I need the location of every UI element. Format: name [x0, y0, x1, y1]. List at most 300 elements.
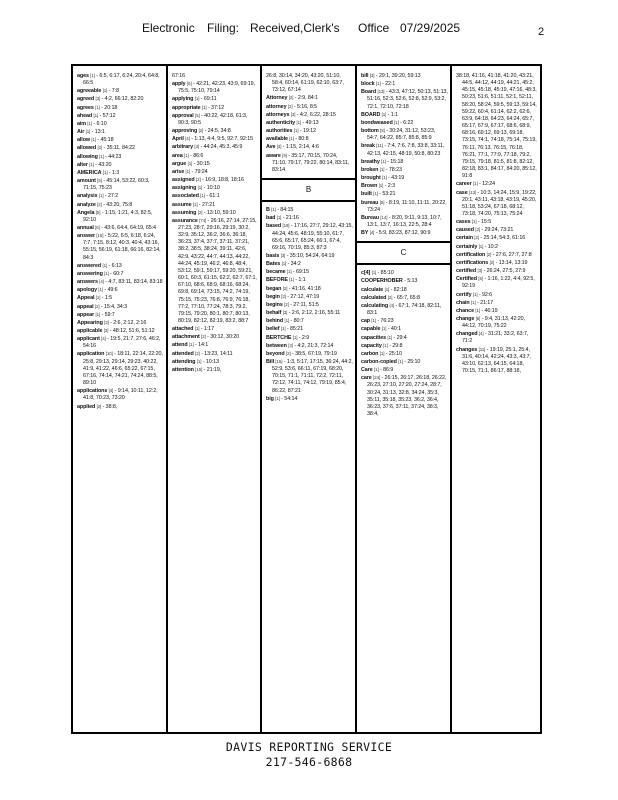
index-references: - 35:10, 54:24, 64:19 — [286, 252, 335, 259]
index-references: - 37:12 — [207, 104, 225, 111]
index-count: [16] — [96, 233, 104, 239]
index-word: Care — [361, 367, 373, 374]
index-word: alter — [77, 161, 88, 168]
index-count: [4] — [369, 230, 375, 236]
index-word: began — [266, 285, 282, 292]
index-entry — [266, 334, 353, 342]
index-word: answered — [77, 262, 102, 269]
index-word: attached — [172, 326, 194, 333]
index-entry — [172, 184, 258, 192]
index-references: 67:16 — [172, 73, 185, 79]
index-entry — [361, 358, 448, 366]
index-entry — [172, 176, 258, 184]
index-word: capacity — [361, 342, 382, 349]
index-entry — [456, 234, 538, 242]
index-references: - 57:12 — [99, 112, 116, 119]
index-count: [2] — [288, 95, 294, 101]
index-entry — [172, 112, 258, 127]
index-count: [3] — [95, 96, 101, 102]
index-word: Bill — [266, 359, 274, 365]
index-entry — [266, 309, 353, 317]
index-references: - 18:11, 22:14, 22:20, 25:8, 29:13, 29:14, 29:23, 40:22, 41:9, 41:22, 46:6, 65:22, 67:15, 67:16, 74:14, 74:21, 74:24, 88:5, 89:10 — [83, 351, 163, 387]
index-count: [11] — [376, 143, 383, 149]
index-entry — [361, 366, 448, 374]
header-electronic: Electronic — [142, 21, 195, 35]
index-count: [2] — [96, 403, 102, 409]
index-word: arbitrary — [172, 144, 193, 151]
index-entry — [266, 317, 353, 325]
index-entry — [266, 342, 353, 350]
index-references: - 27:2 — [104, 193, 119, 200]
index-count: [4] — [478, 331, 484, 337]
index-entry — [77, 128, 164, 136]
index-references: - 79:24 — [191, 168, 208, 175]
index-word: cases — [456, 219, 471, 226]
index-references: - 4:2, 21:3, 72:14 — [294, 342, 334, 349]
index-count: [1] — [194, 96, 200, 102]
index-entry — [361, 334, 448, 342]
index-count: [1] — [90, 73, 95, 78]
index-count: [5] — [379, 199, 385, 205]
index-references: - 30:24, 31:12, 53:23, 54:7, 64:22, 85:7, 85:8, 85:9 — [367, 128, 436, 142]
footer-company: DAVIS REPORTING SERVICE — [225, 740, 393, 754]
index-count: [1] — [102, 262, 108, 268]
index-count: [2] — [474, 235, 479, 241]
index-word: case — [456, 189, 468, 196]
index-entry — [361, 325, 448, 333]
index-references: - 31:21, 33:2, 63:7, 71:2 — [462, 331, 529, 345]
index-word: carbon-copied — [361, 359, 397, 365]
index-count: [1] — [478, 243, 484, 249]
index-word: analyze — [77, 201, 96, 208]
index-count: [5] — [95, 209, 101, 215]
index-references: - 10:3, 14:24, 15:9, 19:22, 20:1, 43:11, 43:18, 43:19, 45:20, 51:18, 53:24, 67:18, 68:12, 73:18, 74:20, 75:13, 75:24 — [462, 189, 537, 217]
index-count: [1] — [184, 152, 189, 158]
index-word: argue — [172, 160, 187, 167]
index-entry — [172, 80, 258, 95]
index-entry — [77, 286, 164, 294]
index-entry — [172, 350, 258, 358]
index-entry — [456, 226, 538, 234]
index-count: [24] — [373, 375, 381, 381]
index-count: [3] — [282, 310, 288, 316]
index-word: certification — [456, 251, 486, 258]
index-entry — [361, 142, 448, 157]
index-entry — [361, 166, 448, 174]
index-word: assume — [172, 201, 192, 208]
index-entry — [361, 111, 448, 119]
index-entry — [456, 251, 538, 259]
index-references: - 7:8 — [108, 88, 119, 95]
index-entry — [361, 72, 448, 80]
index-count: [1] — [472, 291, 478, 297]
index-entry — [266, 276, 353, 284]
index-entry — [77, 294, 164, 302]
index-entry — [456, 307, 538, 315]
header-date: 07/29/2025 — [400, 21, 461, 35]
index-count: [9] — [282, 152, 287, 158]
index-entry — [456, 267, 538, 275]
index-count: [74] — [199, 217, 207, 223]
index-entry — [77, 192, 164, 200]
index-references: - 41:16, 41:18 — [288, 285, 321, 292]
index-entry — [361, 342, 448, 350]
index-references: - 9:4, 31:13, 42:20, 44:12, 70:19, 75:22 — [462, 316, 525, 330]
index-references: - 67:1, 74:18, 82:11, 83:1 — [367, 302, 442, 317]
index-entry — [266, 135, 353, 143]
index-entry — [456, 72, 538, 180]
index-count: [3] — [104, 319, 109, 325]
index-count: [1] — [104, 270, 109, 276]
index-entry — [456, 330, 538, 345]
index-count: [2] — [387, 294, 393, 300]
index-count: [13] — [469, 189, 476, 195]
index-word: became — [266, 269, 286, 276]
index-references: - 43:3, 47:12, 50:13, 51:13, 51:16, 52:3, 52:6, 52:8, 52:9, 53:2, 72:1, 72:10, 72:18 — [367, 89, 448, 110]
index-entry — [266, 395, 353, 403]
index-references: - 2:9 — [298, 334, 310, 341]
index-word: answer — [77, 233, 95, 240]
index-column-2 — [168, 66, 260, 732]
index-count: [1] — [102, 88, 108, 94]
index-references: - 29:1, 39:20, 59:13 — [375, 73, 421, 79]
index-column-3 — [262, 66, 355, 732]
index-word: assigned — [172, 177, 195, 184]
index-entry — [266, 301, 353, 309]
index-word: attending — [172, 358, 196, 365]
index-entry — [361, 158, 448, 166]
index-word: breathy — [361, 158, 380, 165]
index-count: [3] — [290, 111, 296, 117]
index-references: - 1:17 — [200, 326, 214, 333]
index-references: - 13:10, 59:10 — [203, 209, 236, 216]
index-entry — [266, 103, 353, 111]
index-word: Bureau — [361, 214, 379, 221]
index-count: [8] — [380, 128, 385, 134]
index-count: [1] — [95, 311, 101, 317]
index-references: - 21:17 — [477, 299, 494, 306]
index-count: [1] — [376, 81, 381, 87]
index-count: [1] — [98, 287, 103, 293]
index-entry — [172, 72, 258, 80]
index-word: based — [266, 223, 282, 230]
index-count: [1] — [280, 326, 286, 332]
index-entry — [172, 201, 258, 209]
index-references: - 13:14, 13:19 — [495, 259, 528, 266]
index-word: big — [266, 395, 274, 402]
index-word: associated — [172, 193, 199, 200]
index-references: 38:18, 41:16, 41:18, 41:20, 43:21, 44:5, 44:12, 44:19, 44:21, 45:2, 45:15, 45:18, 45:19, 47:16, 48:3, 50:23, 51:6, 51:11, 52:1, 52:11, 58:20, 58:24, 59:5, 59:13, 59:14, 59:22, 60:4, 61:14, 62:2, 62:6, 63:9, 64:18, 64:23, 64:24, 65:7, 65:17, 67:9, 67:17, 68:6, 68:9, 68:16, 69:12, 69:13, 69:18, 73:15, 74:1, 74:18, 75:14, 75:19, 76:11, 76:13, 76:15, 76:18, 76:21, 77:1, 77:9, 77:18, 79:2, 79:15, 79:18, 81:5, 81:8, 82:12, 82:18, 83:1, 84:17, 84:20, 85:12, 91:8 — [456, 73, 537, 180]
index-references: - 49:6 — [104, 287, 118, 294]
index-references: - 43:20, 75:8 — [103, 201, 133, 208]
index-entry — [266, 325, 353, 333]
index-entry — [77, 232, 164, 262]
index-word: answering — [77, 270, 103, 277]
index-count: [1] — [99, 153, 104, 159]
index-references: - 8:20, 9:11, 9:13, 10:7, 13:1, 13:7, 16:13, 22:5, 28:4 — [367, 214, 442, 228]
index-count: [4] — [108, 388, 114, 394]
index-count: [3] — [477, 268, 483, 274]
index-word: authorities — [266, 128, 293, 135]
index-references: - 38:5, 67:19, 79:19 — [291, 350, 337, 357]
index-entry — [77, 144, 164, 152]
index-references: - 1:16, 1:22, 4:4, 92:5, 92:19 — [462, 276, 535, 290]
index-references: - 8:19, 11:10, 11:11, 20:22, 73:24 — [367, 199, 447, 213]
index-references: - 1:15, 2:14, 4:6 — [282, 144, 319, 151]
index-count: [3] — [288, 342, 293, 348]
index-count: [14] — [380, 214, 388, 220]
index-word: behalf — [266, 310, 282, 317]
index-entry — [266, 260, 353, 268]
index-entry — [361, 269, 448, 277]
header-filing: Filing: — [207, 21, 240, 35]
index-references: - 92:6 — [478, 291, 493, 298]
index-references: - 43:6, 64:4, 64:19, 65:4 — [101, 224, 156, 231]
index-word: bureau — [361, 199, 379, 206]
index-references: - 5:13 — [404, 278, 418, 285]
index-count: [1] — [378, 183, 384, 189]
index-count: [2] — [198, 128, 204, 134]
index-references: - 65:7, 65:8 — [393, 294, 420, 301]
index-references: - 40:1 — [387, 326, 401, 333]
index-count: [6] — [187, 81, 192, 87]
index-count: [1] — [188, 342, 194, 348]
index-references: - 2:3 — [384, 183, 395, 190]
index-count: [1] — [387, 334, 393, 340]
index-count: [3] — [280, 252, 286, 258]
index-references: - 82:18 — [390, 286, 407, 293]
index-references: - 22:1 — [382, 81, 396, 88]
index-word: appear — [77, 311, 95, 318]
index-count: [1] — [471, 299, 476, 305]
index-entry — [361, 119, 448, 127]
index-references: - 16:9, 18:8, 18:16 — [201, 177, 244, 184]
index-entry — [266, 222, 353, 252]
index-entry — [77, 403, 164, 411]
index-entry — [77, 72, 164, 87]
index-count: [1] — [379, 350, 385, 356]
index-word: authenticity — [266, 119, 296, 126]
index-word: block — [361, 81, 375, 88]
index-references: - 10:10 — [203, 185, 220, 192]
index-entry — [456, 346, 538, 376]
index-word: agreeable — [77, 88, 102, 95]
index-count: [1] — [398, 359, 403, 364]
index-references: - 76:23 — [377, 318, 394, 325]
index-count: [1] — [374, 367, 379, 373]
index-references: - 1:1 — [387, 111, 398, 118]
index-references: - 13:23, 14:11 — [201, 350, 233, 357]
index-count: [1] — [382, 175, 387, 181]
index-entry — [77, 112, 164, 120]
index-word: c[4] — [361, 270, 371, 277]
index-word: bondweased — [361, 119, 393, 126]
index-references: - 49:13 — [302, 119, 319, 126]
index-count: [1] — [200, 193, 205, 199]
index-entry — [77, 201, 164, 209]
index-references: - 19:12 — [299, 128, 316, 135]
index-references: - 14:1 — [194, 342, 209, 349]
index-entry — [172, 135, 258, 143]
index-word: amount — [77, 178, 96, 185]
index-references: - 15:18 — [387, 158, 404, 165]
index-references: - 80:8 — [295, 136, 309, 143]
index-references: - 45:14, 53:22, 60:3, 71:15, 75:23 — [83, 178, 150, 192]
index-word: capable — [361, 326, 381, 333]
index-entry — [266, 119, 353, 127]
index-count: [1] — [85, 129, 91, 135]
index-entry — [77, 327, 164, 335]
index-word: changes — [456, 346, 478, 353]
index-entry — [266, 206, 353, 214]
index-count: [2] — [281, 293, 286, 299]
index-entry — [266, 293, 353, 301]
index-references: - 6:22 — [400, 119, 414, 126]
index-entry — [172, 333, 258, 341]
index-references: - 2:9, 84:1 — [294, 95, 318, 102]
index-word: career — [456, 181, 472, 188]
index-references: - 85:10 — [377, 270, 394, 277]
index-word: BERTCHE — [266, 334, 292, 341]
index-entry — [77, 278, 164, 286]
index-entry — [77, 136, 164, 144]
index-word: bill — [361, 73, 369, 79]
index-entry — [266, 268, 353, 276]
index-entry — [172, 143, 258, 151]
index-entry — [77, 209, 164, 224]
index-references: - 25:10 — [385, 350, 402, 357]
page-number: 2 — [538, 26, 545, 38]
index-count: [2] — [195, 350, 200, 356]
index-word: ages — [77, 73, 89, 79]
index-word: BY — [361, 230, 369, 237]
index-references: - 25:14, 54:3, 61:16 — [480, 235, 526, 242]
index-references: - 15:5 — [477, 219, 492, 226]
index-column-4 — [357, 66, 450, 732]
index-count: [1] — [95, 295, 101, 301]
index-count: [19] — [282, 223, 290, 229]
index-word: apology — [77, 287, 97, 294]
index-word: Bates — [266, 261, 281, 268]
index-entry — [361, 182, 448, 190]
index-entry — [77, 161, 164, 169]
index-count: [2] — [486, 251, 492, 257]
index-word: assuming — [172, 209, 197, 216]
index-word: certainly — [456, 243, 478, 250]
index-word: caused — [456, 227, 474, 234]
index-entry — [361, 127, 448, 142]
index-entry — [266, 350, 353, 358]
index-word: attachment — [172, 334, 200, 341]
index-references: - 38:8, — [102, 403, 118, 410]
index-entry — [266, 94, 353, 102]
index-count: [6] — [475, 316, 481, 321]
index-entry — [361, 350, 448, 358]
index-count: [3] — [369, 73, 375, 78]
index-entry — [172, 209, 258, 217]
index-word: area — [172, 152, 183, 159]
index-references: - 12:24 — [479, 181, 496, 188]
letter-heading: C — [357, 241, 450, 265]
index-references: - 44:24, 45:3, 45:9 — [200, 144, 243, 151]
index-entry — [172, 366, 258, 374]
index-references: - 43:19 — [388, 175, 405, 182]
index-count: [1] — [197, 185, 203, 191]
index-word: BOARD — [361, 111, 381, 118]
index-count: [1] — [475, 307, 480, 313]
index-count: [1] — [196, 358, 202, 364]
index-entry — [266, 152, 353, 174]
index-references: - 53:21 — [379, 191, 396, 198]
index-word: attorneys — [266, 111, 290, 118]
letter-heading: B — [262, 178, 355, 202]
index-references: - 19:19, 25:1, 25:4, 31:6, 40:14, 42:24, 43:3, 43:7, 43:10, 62:13, 64:15, 64:18, 70:15, 71:1, 86:17, 88:18, — [462, 346, 531, 375]
index-word: application — [77, 351, 105, 358]
index-count: [1] — [194, 326, 200, 332]
index-entry — [456, 299, 538, 307]
index-word: Attorney — [266, 95, 288, 102]
index-word: bottom — [361, 128, 379, 135]
index-word: Appearing — [77, 319, 103, 326]
index-word: basis — [266, 252, 280, 259]
index-count: [1] — [95, 104, 100, 110]
index-count: [5] — [195, 112, 200, 118]
index-entry — [361, 286, 448, 294]
index-count: [1] — [394, 119, 399, 125]
index-count: [1] — [381, 158, 386, 164]
index-word: attention — [172, 366, 194, 373]
index-entry — [77, 270, 164, 278]
index-references: - 21:16 — [282, 215, 299, 222]
index-word: analysis — [77, 193, 98, 200]
index-word: agreed — [77, 96, 95, 103]
index-entry — [172, 192, 258, 200]
index-references: - 59:7 — [101, 311, 115, 318]
index-entry — [456, 291, 538, 299]
index-references: - 42:21, 42:23, 43:9, 69:19, 75:5, 75:10, 79:14 — [178, 81, 255, 95]
index-count: [1] — [281, 261, 287, 267]
index-word: approving — [172, 128, 198, 135]
index-references: - 44:23 — [105, 153, 122, 160]
index-word: begin — [266, 293, 280, 300]
index-count: [1] — [289, 136, 294, 142]
index-entry — [77, 177, 164, 192]
index-word: break — [361, 143, 375, 150]
index-references: - 26:24, 27:5, 27:9 — [483, 268, 526, 275]
index-entry — [266, 214, 353, 222]
index-word: broken — [361, 166, 379, 173]
index-word: ahead — [77, 112, 93, 119]
index-count: [1] — [473, 181, 478, 187]
index-word: annual — [77, 224, 94, 231]
index-references: - 24:5, 34:8 — [204, 128, 231, 135]
index-word: calculating — [361, 302, 389, 309]
index-references: - 80:7 — [290, 318, 304, 325]
index-count: [4] — [389, 302, 395, 308]
index-word: appropriate — [172, 104, 201, 111]
index-entry — [361, 374, 448, 418]
index-references: - 15:4, 34:3 — [100, 303, 127, 310]
index-count: [2] — [489, 259, 495, 265]
index-entry — [456, 259, 538, 267]
index-entry — [172, 358, 258, 366]
index-entry — [266, 72, 353, 94]
index-word: assigning — [172, 185, 197, 192]
index-word: assurance — [172, 217, 198, 224]
index-word: changed — [456, 331, 478, 338]
index-references: - 69:11 — [200, 96, 217, 103]
index-references: - 2:6, 2:12, 2:16, 55:11 — [288, 310, 341, 317]
